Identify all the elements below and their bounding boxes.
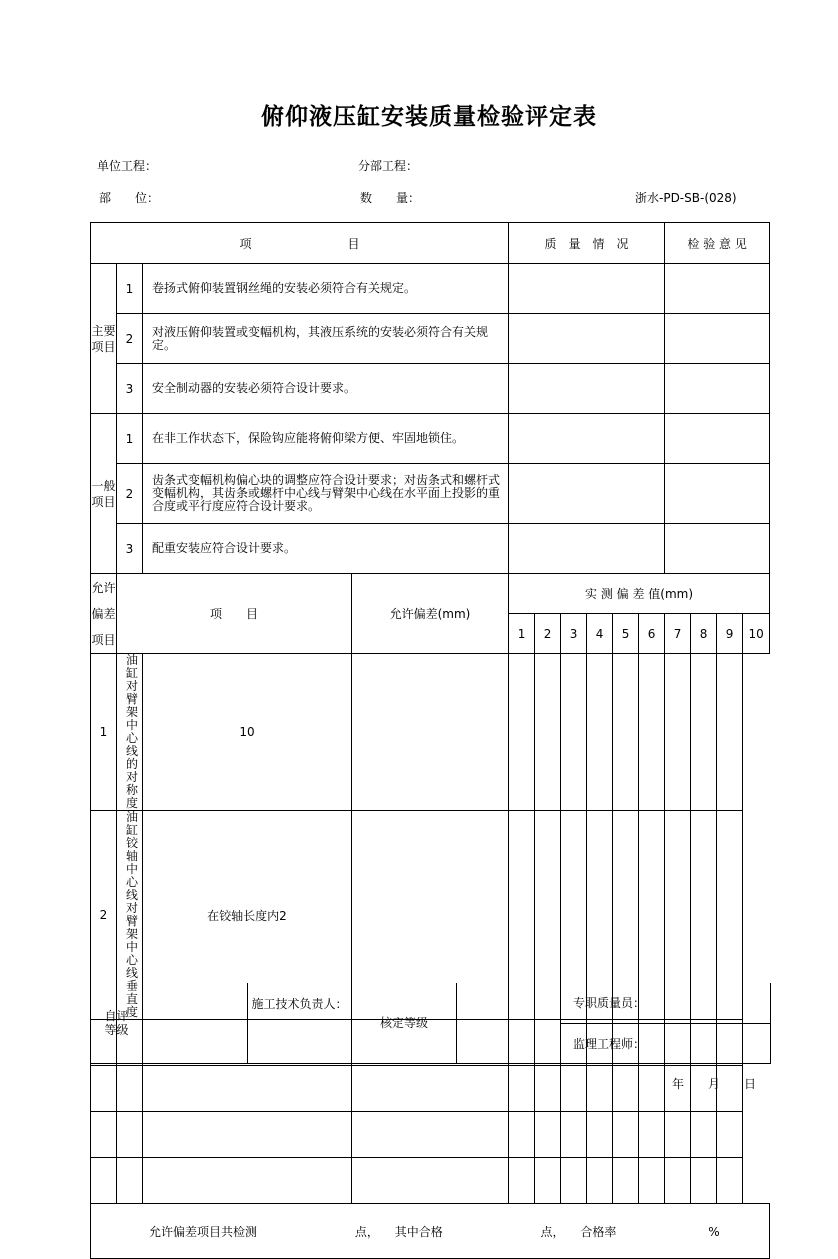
measured-value-cell[interactable] (587, 1066, 613, 1112)
measured-deviation-header: 实 测 偏 差 值(mm) (509, 574, 770, 614)
row-number: 3 (117, 364, 143, 414)
allowed-deviation (143, 1112, 352, 1158)
summary-text: 点， (540, 1224, 565, 1239)
row-number (91, 1066, 117, 1112)
measured-value-cell[interactable] (561, 1158, 587, 1204)
allowed-deviation (143, 1066, 352, 1112)
allowed-deviation (143, 1158, 352, 1204)
tolerance-row (91, 1158, 770, 1204)
tolerance-item-header: 项 目 (117, 574, 352, 654)
measured-value-cell[interactable] (561, 1066, 587, 1112)
measured-value-cell[interactable] (665, 654, 691, 811)
tolerance-item-text: 油缸对臂架中心线的对称度 (117, 654, 143, 811)
measured-value-cell[interactable] (639, 1066, 665, 1112)
measured-value-cell[interactable] (587, 1158, 613, 1204)
measured-value-cell[interactable] (691, 654, 717, 811)
measured-value-cell[interactable] (639, 1112, 665, 1158)
general-item-text: 齿条式变幅机构偏心块的调整应符合设计要求；对齿条式和螺杆式变幅机构，其齿条或螺杆中心线与臂架中心线在水平面上投影的重合度或平行度应符合设计要求。 (143, 464, 509, 524)
summary-text: % (708, 1224, 720, 1239)
main-table (90, 222, 770, 1259)
tolerance-row (91, 1112, 770, 1158)
self-grade-label: 自评等级 (91, 983, 143, 1063)
verify-grade-cell[interactable] (457, 983, 561, 1063)
measured-value-cell[interactable] (613, 1066, 639, 1112)
header-quality: 质 量 情 况 (509, 223, 665, 264)
quantity-label: 数 量： (360, 191, 421, 205)
measured-value-cell[interactable] (613, 1112, 639, 1158)
opinion-cell[interactable] (665, 364, 770, 414)
page-title: 俯仰液压缸安装质量检验评定表 (261, 104, 597, 130)
measure-column-header: 8 (691, 614, 717, 654)
row-number: 1 (117, 264, 143, 314)
self-grade-cell[interactable] (143, 983, 248, 1063)
header-opinion: 检 验 意 见 (665, 223, 770, 264)
summary-text: 其中合格 (394, 1224, 443, 1239)
measured-value-cell[interactable] (587, 654, 613, 811)
quality-cell[interactable] (509, 464, 665, 524)
row-number: 2 (117, 314, 143, 364)
main-item-text: 卷扬式俯仰装置钢丝绳的安装必须符合有关规定。 (143, 264, 509, 314)
measured-value-cell[interactable] (509, 1112, 535, 1158)
row-number: 1 (91, 654, 117, 811)
measure-column-header: 7 (665, 614, 691, 654)
row-number: 1 (117, 414, 143, 464)
measured-value-cell[interactable] (535, 654, 561, 811)
measured-value-cell[interactable] (613, 654, 639, 811)
quality-cell[interactable] (509, 414, 665, 464)
row-number: 2 (91, 811, 117, 1020)
measured-value-cell[interactable] (352, 1066, 509, 1112)
measured-value-cell[interactable] (717, 1112, 743, 1158)
summary-row (91, 1204, 770, 1259)
row-number (91, 1158, 117, 1204)
measure-column-header: 2 (535, 614, 561, 654)
opinion-cell[interactable] (665, 314, 770, 364)
summary-text: 合格率 (580, 1224, 617, 1239)
row-number: 3 (117, 524, 143, 574)
quality-cell[interactable] (509, 314, 665, 364)
supervisor-label: 监理工程师： (561, 1023, 771, 1063)
unit-project-label: 单位工程： (97, 159, 158, 173)
measured-value-cell[interactable] (535, 1158, 561, 1204)
opinion-cell[interactable] (665, 464, 770, 524)
measured-value-cell[interactable] (691, 1158, 717, 1204)
main-items-label: 主要项目 (91, 264, 117, 414)
tolerance-row (91, 654, 770, 811)
tolerance-item-text: 油缸铰轴中心线对臂架中心线垂直度 (117, 811, 143, 1020)
measure-column-header: 5 (613, 614, 639, 654)
opinion-cell[interactable] (665, 524, 770, 574)
location-label: 部 位： (99, 191, 160, 205)
measured-value-cell[interactable] (639, 654, 665, 811)
header-item: 项 目 (91, 223, 509, 264)
measured-value-cell[interactable] (613, 1158, 639, 1204)
general-item-text: 配重安装应符合设计要求。 (143, 524, 509, 574)
measured-value-cell[interactable] (665, 1112, 691, 1158)
measured-value-cell[interactable] (587, 1112, 613, 1158)
summary-text: 点， (354, 1224, 379, 1239)
tech-lead-label: 施工技术负责人： (248, 983, 352, 1063)
measured-value-cell[interactable] (535, 1066, 561, 1112)
quality-officer-label: 专职质量员： (561, 983, 771, 1023)
general-item-text: 在非工作状态下，保险钩应能将俯仰梁方便、牢固地锁住。 (143, 414, 509, 464)
row-number: 2 (117, 464, 143, 524)
opinion-cell[interactable] (665, 264, 770, 314)
form-code: 浙水-PD-SB-(028) (635, 191, 737, 205)
measured-value-cell[interactable] (717, 654, 743, 811)
measured-value-cell[interactable] (639, 1158, 665, 1204)
tolerance-item-text (117, 1066, 143, 1112)
tolerance-row (91, 1066, 770, 1112)
summary-text: 允许偏差项目共检测 (149, 1224, 258, 1239)
measured-value-cell[interactable] (509, 1158, 535, 1204)
measured-value-cell[interactable] (561, 1112, 587, 1158)
measure-column-header: 10 (743, 614, 770, 654)
quality-cell[interactable] (509, 264, 665, 314)
measured-value-cell[interactable] (561, 654, 587, 811)
measured-value-cell[interactable] (691, 1112, 717, 1158)
allowed-deviation: 在铰轴长度内2 (143, 811, 352, 1020)
tolerance-item-text (117, 1158, 143, 1204)
date-label: 年 月 日 (672, 1077, 757, 1091)
measured-value-cell[interactable] (352, 654, 509, 811)
main-item-text: 对液压俯仰装置或变幅机构，其液压系统的安装必须符合有关规定。 (143, 314, 509, 364)
allowed-deviation-header: 允许偏差(mm) (352, 574, 509, 654)
measure-column-header: 9 (717, 614, 743, 654)
quality-cell[interactable] (509, 364, 665, 414)
row-number (91, 1112, 117, 1158)
verify-grade-label: 核定等级 (352, 983, 457, 1063)
measured-value-cell[interactable] (509, 654, 535, 811)
measured-value-cell[interactable] (352, 1112, 509, 1158)
measured-value-cell[interactable] (509, 1066, 535, 1112)
opinion-cell[interactable] (665, 414, 770, 464)
measured-value-cell[interactable] (352, 1158, 509, 1204)
measure-column-header: 1 (509, 614, 535, 654)
sub-project-label: 分部工程： (358, 159, 419, 173)
measure-column-header: 6 (639, 614, 665, 654)
measure-column-header: 3 (561, 614, 587, 654)
allowed-deviation: 10 (143, 654, 352, 811)
measured-value-cell[interactable] (535, 1112, 561, 1158)
tolerance-item-text (117, 1112, 143, 1158)
measure-column-header: 4 (587, 614, 613, 654)
main-item-text: 安全制动器的安装必须符合设计要求。 (143, 364, 509, 414)
quality-cell[interactable] (509, 524, 665, 574)
tolerance-items-label: 允许偏差项目 (91, 574, 117, 654)
signature-table (90, 983, 771, 1064)
measured-value-cell[interactable] (665, 1158, 691, 1204)
general-items-label: 一般项目 (91, 414, 117, 574)
measured-value-cell[interactable] (717, 1158, 743, 1204)
